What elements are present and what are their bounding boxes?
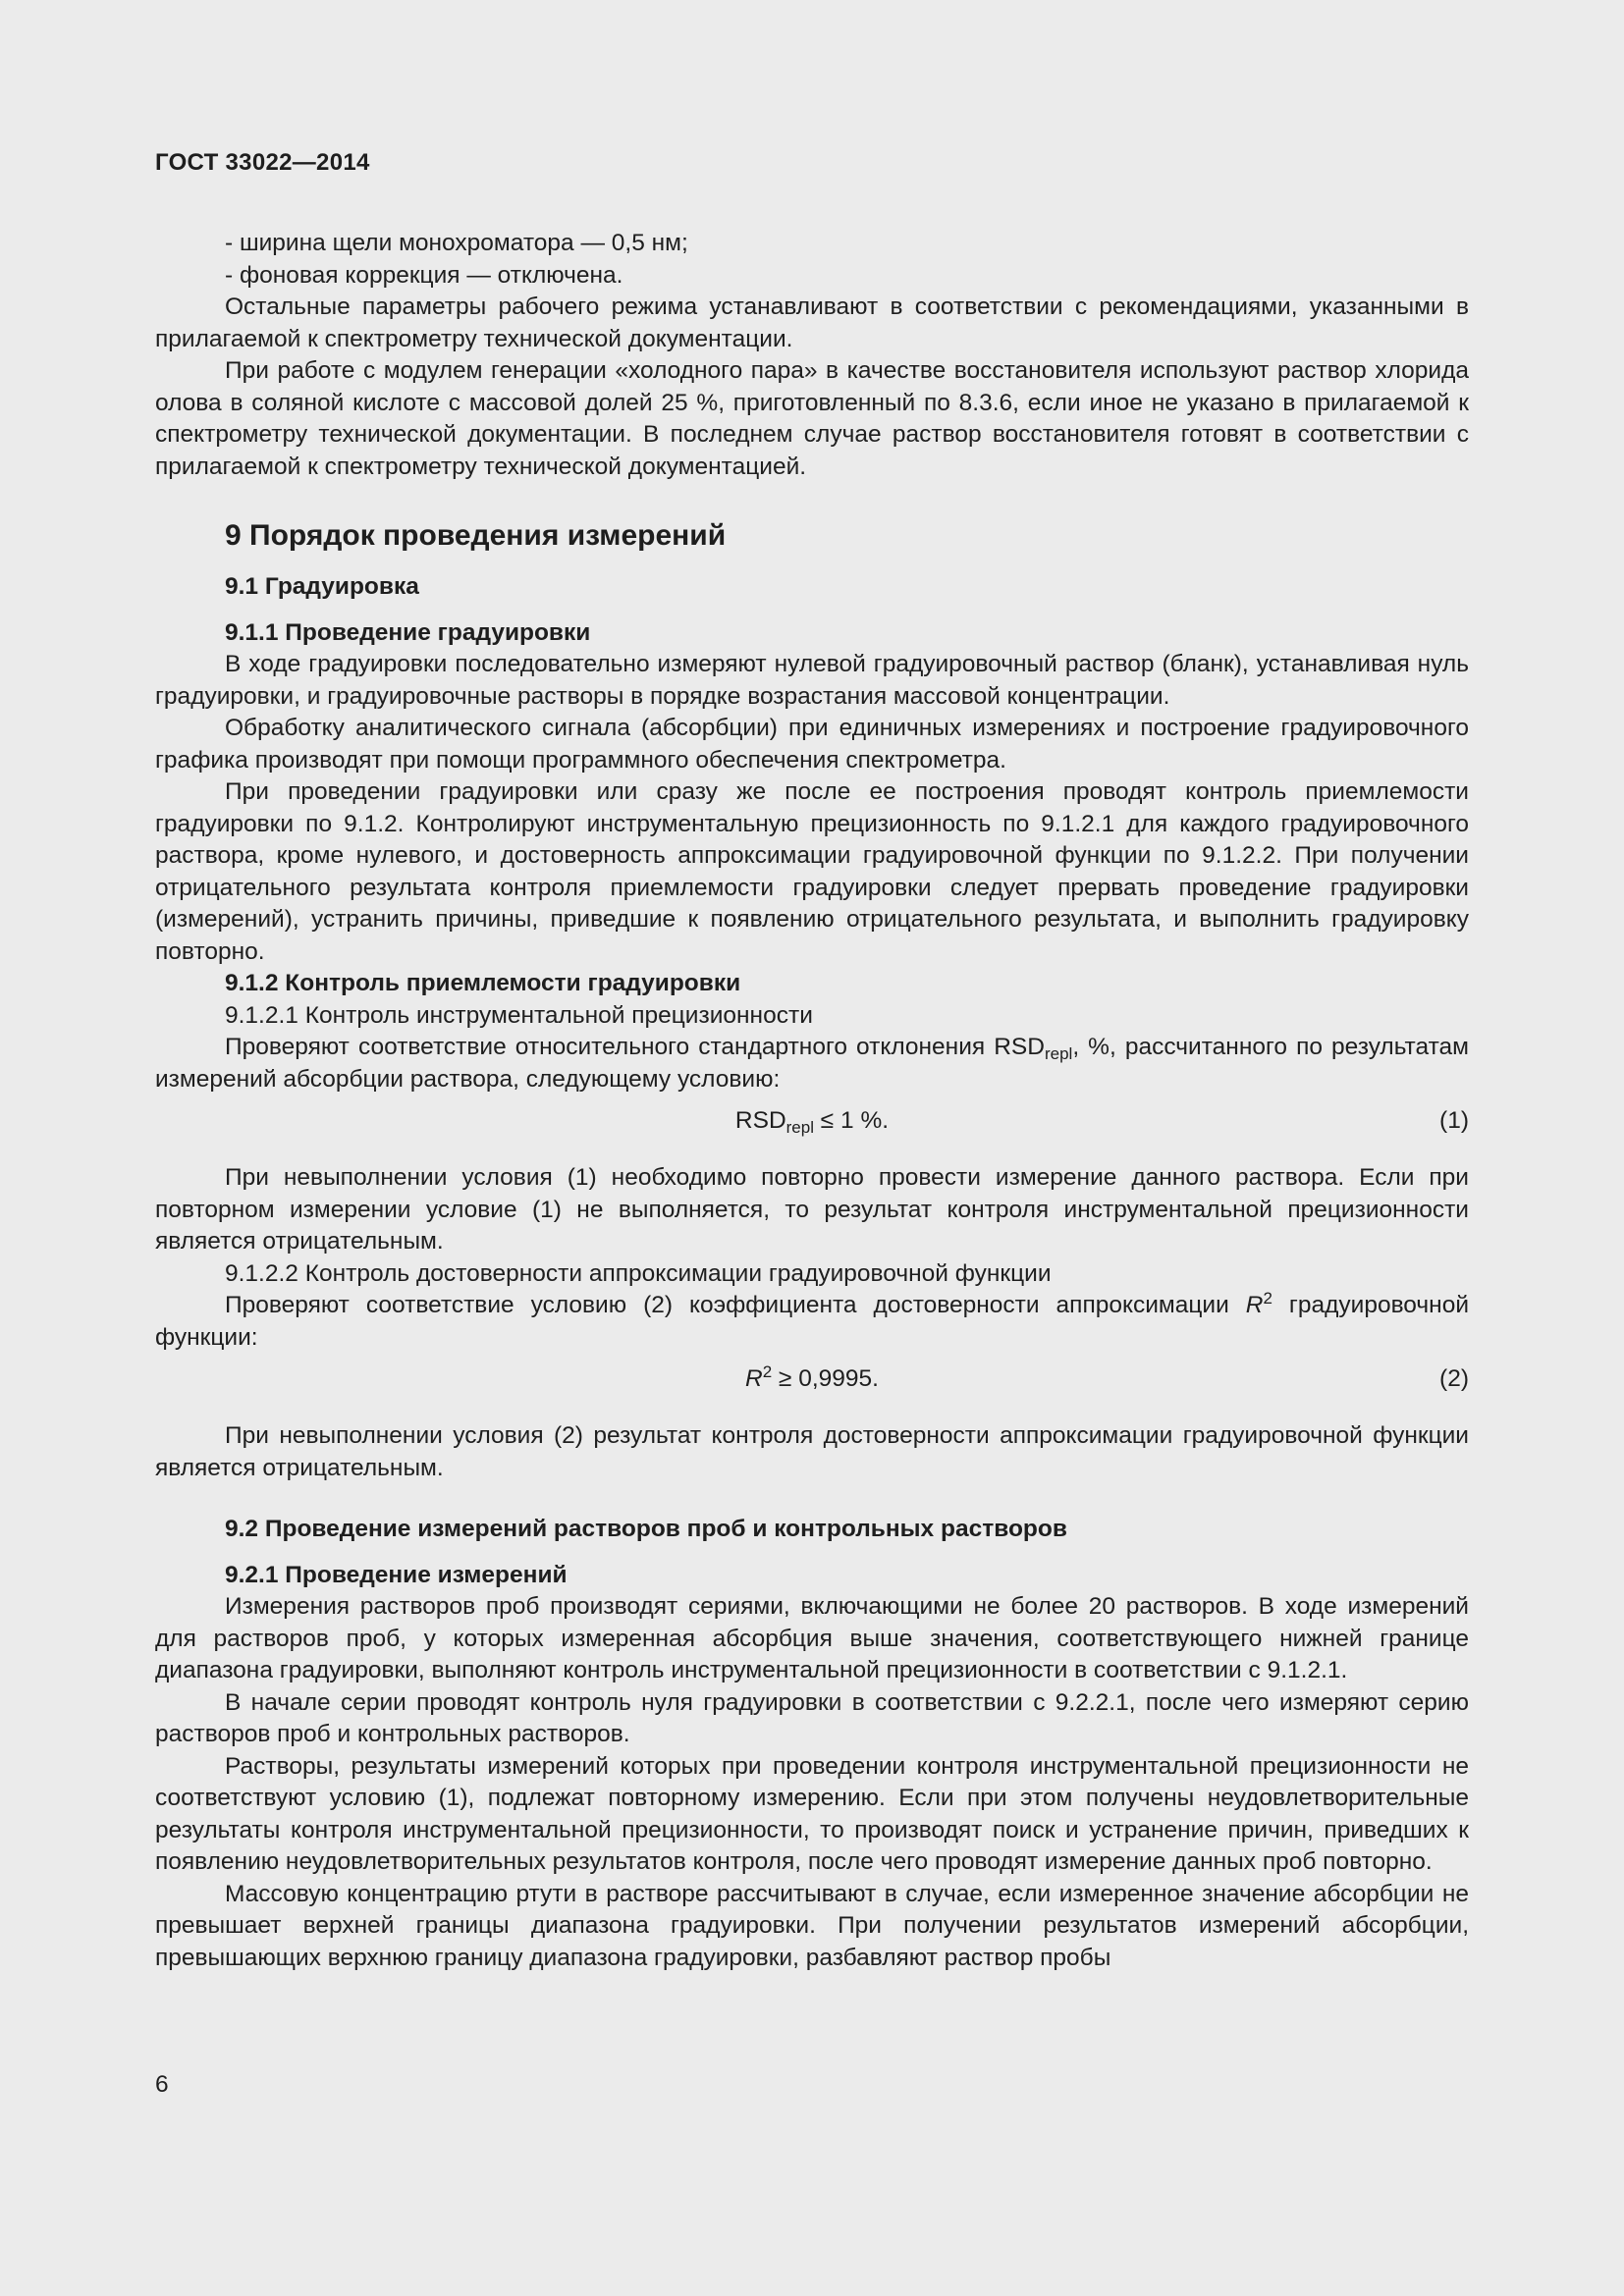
formula-superscript: 2	[762, 1362, 773, 1381]
subscript: repl	[1044, 1044, 1073, 1063]
formula-rest: ≤ 1 %.	[814, 1107, 890, 1134]
paragraph: Массовую концентрацию ртути в растворе рассчитывают в случае, если измеренное значение абсорбции не превышает верхней границы диапазона градуировки. При получении результатов измерений абсорбции, превышающих верхнюю границу диапазона градуировки, разбавляют раствор пробы	[155, 1880, 1469, 1971]
formula-variable: R	[745, 1365, 763, 1392]
formula-base: RSD	[734, 1107, 786, 1134]
paragraph: При невыполнении условия (2) результат контроля достоверности аппроксимации градуировочной функции является отрицательным.	[155, 1422, 1469, 1481]
formula-1	[155, 1105, 1469, 1143]
paragraph	[155, 1032, 1469, 1095]
subsection-heading-9-2: 9.2 Проведение измерений растворов проб и контрольных растворов	[225, 1516, 1067, 1542]
paragraph: Обработку аналитического сигнала (абсорбции) при единичных измерениях и построение градуировочного графика производят при помощи программного обеспечения спектрометра.	[155, 715, 1469, 774]
paragraph: При проведении градуировки или сразу же после ее построения проводят контроль приемлемости градуировки по 9.1.2. Контролируют инструментальную прецизионность по 9.1.2.1 для каждого градуировочного раствора, кроме нулевого, и достоверность аппроксимации градуировочной функции по 9.1.2.2. При получении отрицательного результата контроля приемлемости градуировки следует прервать проведение градуировки (измерений), устранить причины, приведшие к появлению отрицательного результата, и выполнить градуировку повторно.	[155, 778, 1469, 965]
page-number: 6	[155, 2071, 169, 2098]
paragraph-text: , %, рассчитанного по результатам измерений абсорбции раствора, следующему условию:	[155, 1034, 1469, 1093]
paragraph-text: Проверяют соответствие условию (2) коэффициента достоверности аппроксимации	[225, 1292, 1246, 1318]
paragraph-text: градуировочной функции:	[155, 1292, 1469, 1351]
document-body	[155, 228, 1469, 1974]
paragraph	[155, 1290, 1469, 1354]
formula-rest: ≥ 0,9995.	[772, 1365, 879, 1392]
formula-2	[155, 1363, 1469, 1401]
clause-heading-9-1-2-1: 9.1.2.1 Контроль инструментальной прецизионности	[225, 1001, 813, 1029]
paragraph: В ходе градуировки последовательно измеряют нулевой градуировочный раствор (бланк), устанавливая нуль градуировки, и градуировочные растворы в порядке возрастания массовой концентрации.	[155, 651, 1469, 710]
variable: R	[1245, 1292, 1264, 1318]
formula-number: (2)	[1439, 1365, 1469, 1392]
paragraph: В начале серии проводят контроль нуля градуировки в соответствии с 9.2.2.1, после чего измеряют серию растворов проб и контрольных растворов.	[155, 1688, 1469, 1747]
subsection-heading-9-1: 9.1 Градуировка	[225, 573, 419, 600]
subsection-heading-9-1-2: 9.1.2 Контроль приемлемости градуировки	[225, 970, 741, 996]
paragraph: При невыполнении условия (1) необходимо повторно провести измерение данного раствора. Если при повторном измерении условие (1) не выполняется, то результат контроля инструментальной прецизионности является отрицательным.	[155, 1164, 1469, 1255]
subsection-heading-9-2-1: 9.2.1 Проведение измерений	[225, 1561, 568, 1588]
formula-subscript: repl	[785, 1118, 814, 1137]
paragraph-text: Проверяют соответствие относительного стандартного отклонения RSD	[225, 1034, 1045, 1060]
formula-expression	[155, 1363, 1469, 1396]
paragraph: Растворы, результаты измерений которых при проведении контроля инструментальной прецизионности не соответствуют условию (1), подлежат повторному измерению. Если при этом получены неудовлетворительные результаты контроля инструментальной прецизионности, то производят поиск и устранение причин, приведших к появлению неудовлетворительных результатов контроля, после чего проводят измерение данных проб повторно.	[155, 1752, 1469, 1875]
document-code-header: ГОСТ 33022—2014	[155, 149, 370, 176]
list-item: - фоновая коррекция — отключена.	[225, 261, 623, 289]
list-item: - ширина щели монохроматора — 0,5 нм;	[225, 230, 688, 256]
paragraph: Остальные параметры рабочего режима устанавливают в соответствии с рекомендациями, указанными в прилагаемой к спектрометру технической документации.	[155, 294, 1469, 352]
paragraph: При работе с модулем генерации «холодного пара» в качестве восстановителя используют раствор хлорида олова в соляной кислоте с массовой долей 25 %, приготовленный по 8.3.6, если иное не указано в прилагаемой к спектрометру технической документации. В последнем случае раствор восстановителя готовят в соответствии с прилагаемой к спектрометру технической документацией.	[155, 357, 1469, 480]
section-heading-9: 9 Порядок проведения измерений	[225, 519, 727, 552]
formula-expression	[155, 1105, 1469, 1138]
subsection-heading-9-1-1: 9.1.1 Проведение градуировки	[225, 618, 591, 646]
clause-heading-9-1-2-2: 9.1.2.2 Контроль достоверности аппроксимации градуировочной функции	[225, 1259, 1052, 1287]
formula-number: (1)	[1439, 1107, 1469, 1134]
paragraph: Измерения растворов проб производят сериями, включающими не более 20 растворов. В ходе измерений для растворов проб, у которых измеренная абсорбция выше значения, соответствующего нижней границе диапазона градуировки, выполняют контроль инструментальной прецизионности в соответствии с 9.1.2.1.	[155, 1593, 1469, 1683]
superscript: 2	[1263, 1289, 1272, 1308]
